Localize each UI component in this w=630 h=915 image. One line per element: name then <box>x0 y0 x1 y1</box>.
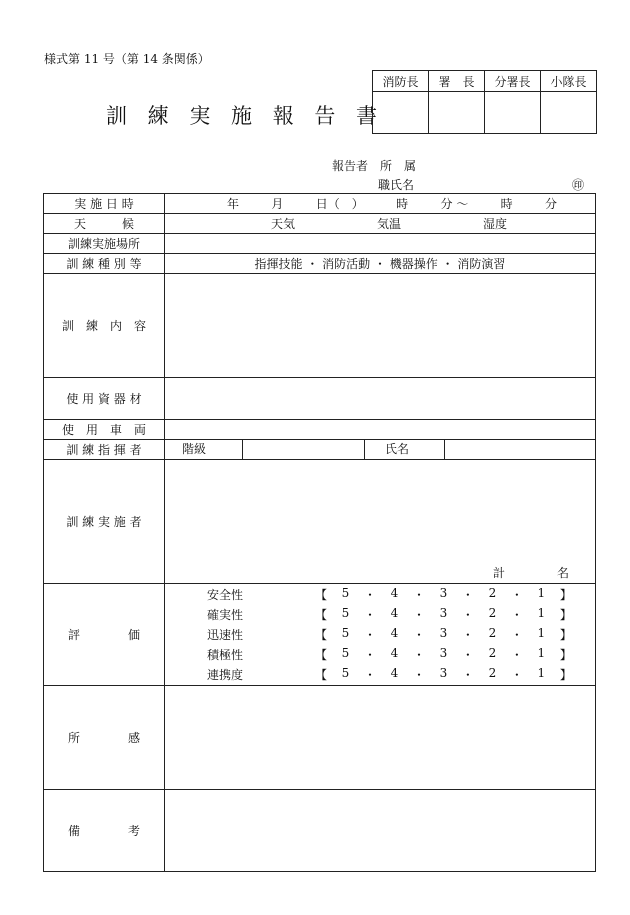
scale-dot: ・ <box>363 608 376 622</box>
label-evaluation: 評 価 <box>44 584 165 686</box>
label-vehicle: 使 用 車 両 <box>44 420 165 440</box>
scale-close: 】 <box>559 608 572 622</box>
scale-open: 【 <box>315 668 328 682</box>
scale-dot: ・ <box>510 608 523 622</box>
row-weather <box>44 214 596 234</box>
seal-mark: ㊞ <box>571 178 584 192</box>
eval-scale <box>315 586 572 603</box>
date-minute-start: 分 〜 <box>440 197 469 211</box>
reporter-name-line <box>332 176 584 193</box>
label-date: 実 施 日 時 <box>44 194 165 214</box>
scale-2[interactable]: 2 <box>488 626 497 640</box>
scale-3[interactable]: 3 <box>439 626 448 640</box>
scale-dot: ・ <box>461 648 474 662</box>
reporter-affiliation-label: 報告者 所 属 <box>332 159 417 173</box>
label-content: 訓 練 内 容 <box>44 274 165 378</box>
scale-4[interactable]: 4 <box>390 666 399 680</box>
label-impression: 所 感 <box>44 686 165 790</box>
row-place <box>44 234 596 254</box>
row-content <box>44 274 596 378</box>
row-participants <box>44 460 596 584</box>
eval-speed-label: 迅速性 <box>207 628 244 642</box>
form-number: 様式第 11 号（第 14 条関係） <box>44 52 210 66</box>
scale-open: 【 <box>315 648 328 662</box>
scale-dot: ・ <box>510 588 523 602</box>
scale-dot: ・ <box>363 628 376 642</box>
field-commander <box>165 440 596 460</box>
field-date[interactable] <box>165 194 596 214</box>
eval-item[interactable] <box>165 665 595 685</box>
eval-coordination-label: 連携度 <box>207 668 244 682</box>
scale-3[interactable]: 3 <box>439 666 448 680</box>
row-commander <box>44 440 596 460</box>
scale-4[interactable]: 4 <box>390 646 399 660</box>
weather-humidity: 湿度 <box>483 217 508 231</box>
scale-2[interactable]: 2 <box>488 666 497 680</box>
scale-3[interactable]: 3 <box>439 586 448 600</box>
scale-2[interactable]: 2 <box>488 646 497 660</box>
participants-unit-label: 名 <box>557 566 570 580</box>
date-minute-end: 分 <box>544 197 557 211</box>
label-weather: 天 候 <box>44 214 165 234</box>
approval-box-station[interactable] <box>429 92 485 134</box>
scale-1[interactable]: 1 <box>537 626 546 640</box>
field-remarks[interactable] <box>165 790 596 872</box>
weather-condition: 天気 <box>271 217 296 231</box>
scale-5[interactable]: 5 <box>341 586 350 600</box>
scale-dot: ・ <box>412 628 425 642</box>
weather-temperature: 気温 <box>377 217 402 231</box>
scale-dot: ・ <box>412 588 425 602</box>
row-type <box>44 254 596 274</box>
scale-dot: ・ <box>461 588 474 602</box>
field-type[interactable]: 指揮技能 ・ 消防活動 ・ 機器操作 ・ 消防演習 <box>165 254 596 274</box>
approval-stamp-table <box>372 70 597 134</box>
eval-item[interactable] <box>165 625 595 645</box>
eval-item[interactable] <box>165 645 595 665</box>
participants-total-label: 計 <box>493 566 506 580</box>
field-content[interactable] <box>165 274 596 378</box>
field-evaluation <box>165 584 596 686</box>
scale-dot: ・ <box>412 648 425 662</box>
scale-4[interactable]: 4 <box>390 586 399 600</box>
scale-dot: ・ <box>510 668 523 682</box>
scale-dot: ・ <box>510 628 523 642</box>
date-day: 日（ ） <box>315 197 364 211</box>
row-vehicle <box>44 420 596 440</box>
eval-item[interactable] <box>165 585 595 605</box>
label-commander: 訓 練 指 揮 者 <box>44 440 165 460</box>
eval-certainty-label: 確実性 <box>207 608 244 622</box>
scale-dot: ・ <box>412 608 425 622</box>
label-remarks: 備 考 <box>44 790 165 872</box>
scale-2[interactable]: 2 <box>488 606 497 620</box>
commander-name-input[interactable] <box>445 440 595 459</box>
approval-header-station: 署 長 <box>429 71 485 92</box>
document-title: 訓 練 実 施 報 告 書 <box>106 104 385 128</box>
scale-4[interactable]: 4 <box>390 606 399 620</box>
approval-header-branch: 分署長 <box>485 71 541 92</box>
row-date <box>44 194 596 214</box>
eval-proactivity-label: 積極性 <box>207 648 244 662</box>
scale-1[interactable]: 1 <box>537 646 546 660</box>
eval-scale <box>315 666 572 683</box>
label-participants: 訓 練 実 施 者 <box>44 460 165 584</box>
scale-open: 【 <box>315 588 328 602</box>
field-impression[interactable] <box>165 686 596 790</box>
row-remarks <box>44 790 596 872</box>
scale-close: 】 <box>559 648 572 662</box>
label-equipment: 使 用 資 器 材 <box>44 378 165 420</box>
approval-header-squad: 小隊長 <box>541 71 597 92</box>
row-impression <box>44 686 596 790</box>
scale-1[interactable]: 1 <box>537 666 546 680</box>
scale-4[interactable]: 4 <box>390 626 399 640</box>
reporter-name-label: 職氏名 <box>378 178 415 192</box>
label-place: 訓練実施場所 <box>44 234 165 254</box>
scale-open: 【 <box>315 608 328 622</box>
scale-close: 】 <box>559 628 572 642</box>
scale-5[interactable]: 5 <box>341 606 350 620</box>
scale-dot: ・ <box>363 668 376 682</box>
scale-5[interactable]: 5 <box>341 626 350 640</box>
scale-dot: ・ <box>363 648 376 662</box>
date-hour-end: 時 <box>500 197 513 211</box>
scale-dot: ・ <box>461 668 474 682</box>
commander-rank-label: 階級 <box>165 440 243 459</box>
scale-3[interactable]: 3 <box>439 606 448 620</box>
approval-box-branch[interactable] <box>485 92 541 134</box>
scale-5[interactable]: 5 <box>341 646 350 660</box>
eval-item[interactable] <box>165 605 595 625</box>
eval-scale <box>315 646 572 663</box>
date-year: 年 <box>227 197 240 211</box>
approval-box-squad[interactable] <box>541 92 597 134</box>
approval-box-chief[interactable] <box>373 92 429 134</box>
field-weather[interactable] <box>165 214 596 234</box>
scale-open: 【 <box>315 628 328 642</box>
scale-dot: ・ <box>461 608 474 622</box>
field-equipment[interactable] <box>165 378 596 420</box>
scale-dot: ・ <box>510 648 523 662</box>
eval-scale <box>315 626 572 643</box>
field-vehicle[interactable] <box>165 420 596 440</box>
scale-dot: ・ <box>461 628 474 642</box>
scale-dot: ・ <box>412 668 425 682</box>
row-equipment <box>44 378 596 420</box>
scale-2[interactable]: 2 <box>488 586 497 600</box>
date-month: 月 <box>271 197 284 211</box>
scale-1[interactable]: 1 <box>537 586 546 600</box>
report-table <box>43 193 596 872</box>
date-hour-start: 時 <box>396 197 409 211</box>
scale-3[interactable]: 3 <box>439 646 448 660</box>
field-place[interactable] <box>165 234 596 254</box>
scale-close: 】 <box>559 668 572 682</box>
scale-close: 】 <box>559 588 572 602</box>
scale-1[interactable]: 1 <box>537 606 546 620</box>
scale-dot: ・ <box>363 588 376 602</box>
approval-header-chief: 消防長 <box>373 71 429 92</box>
scale-5[interactable]: 5 <box>341 666 350 680</box>
label-type: 訓 練 種 別 等 <box>44 254 165 274</box>
field-participants[interactable] <box>165 460 596 584</box>
commander-rank-input[interactable] <box>243 440 365 459</box>
eval-safety-label: 安全性 <box>207 588 244 602</box>
row-evaluation <box>44 584 596 686</box>
commander-name-label: 氏名 <box>365 440 445 459</box>
eval-scale <box>315 606 572 623</box>
